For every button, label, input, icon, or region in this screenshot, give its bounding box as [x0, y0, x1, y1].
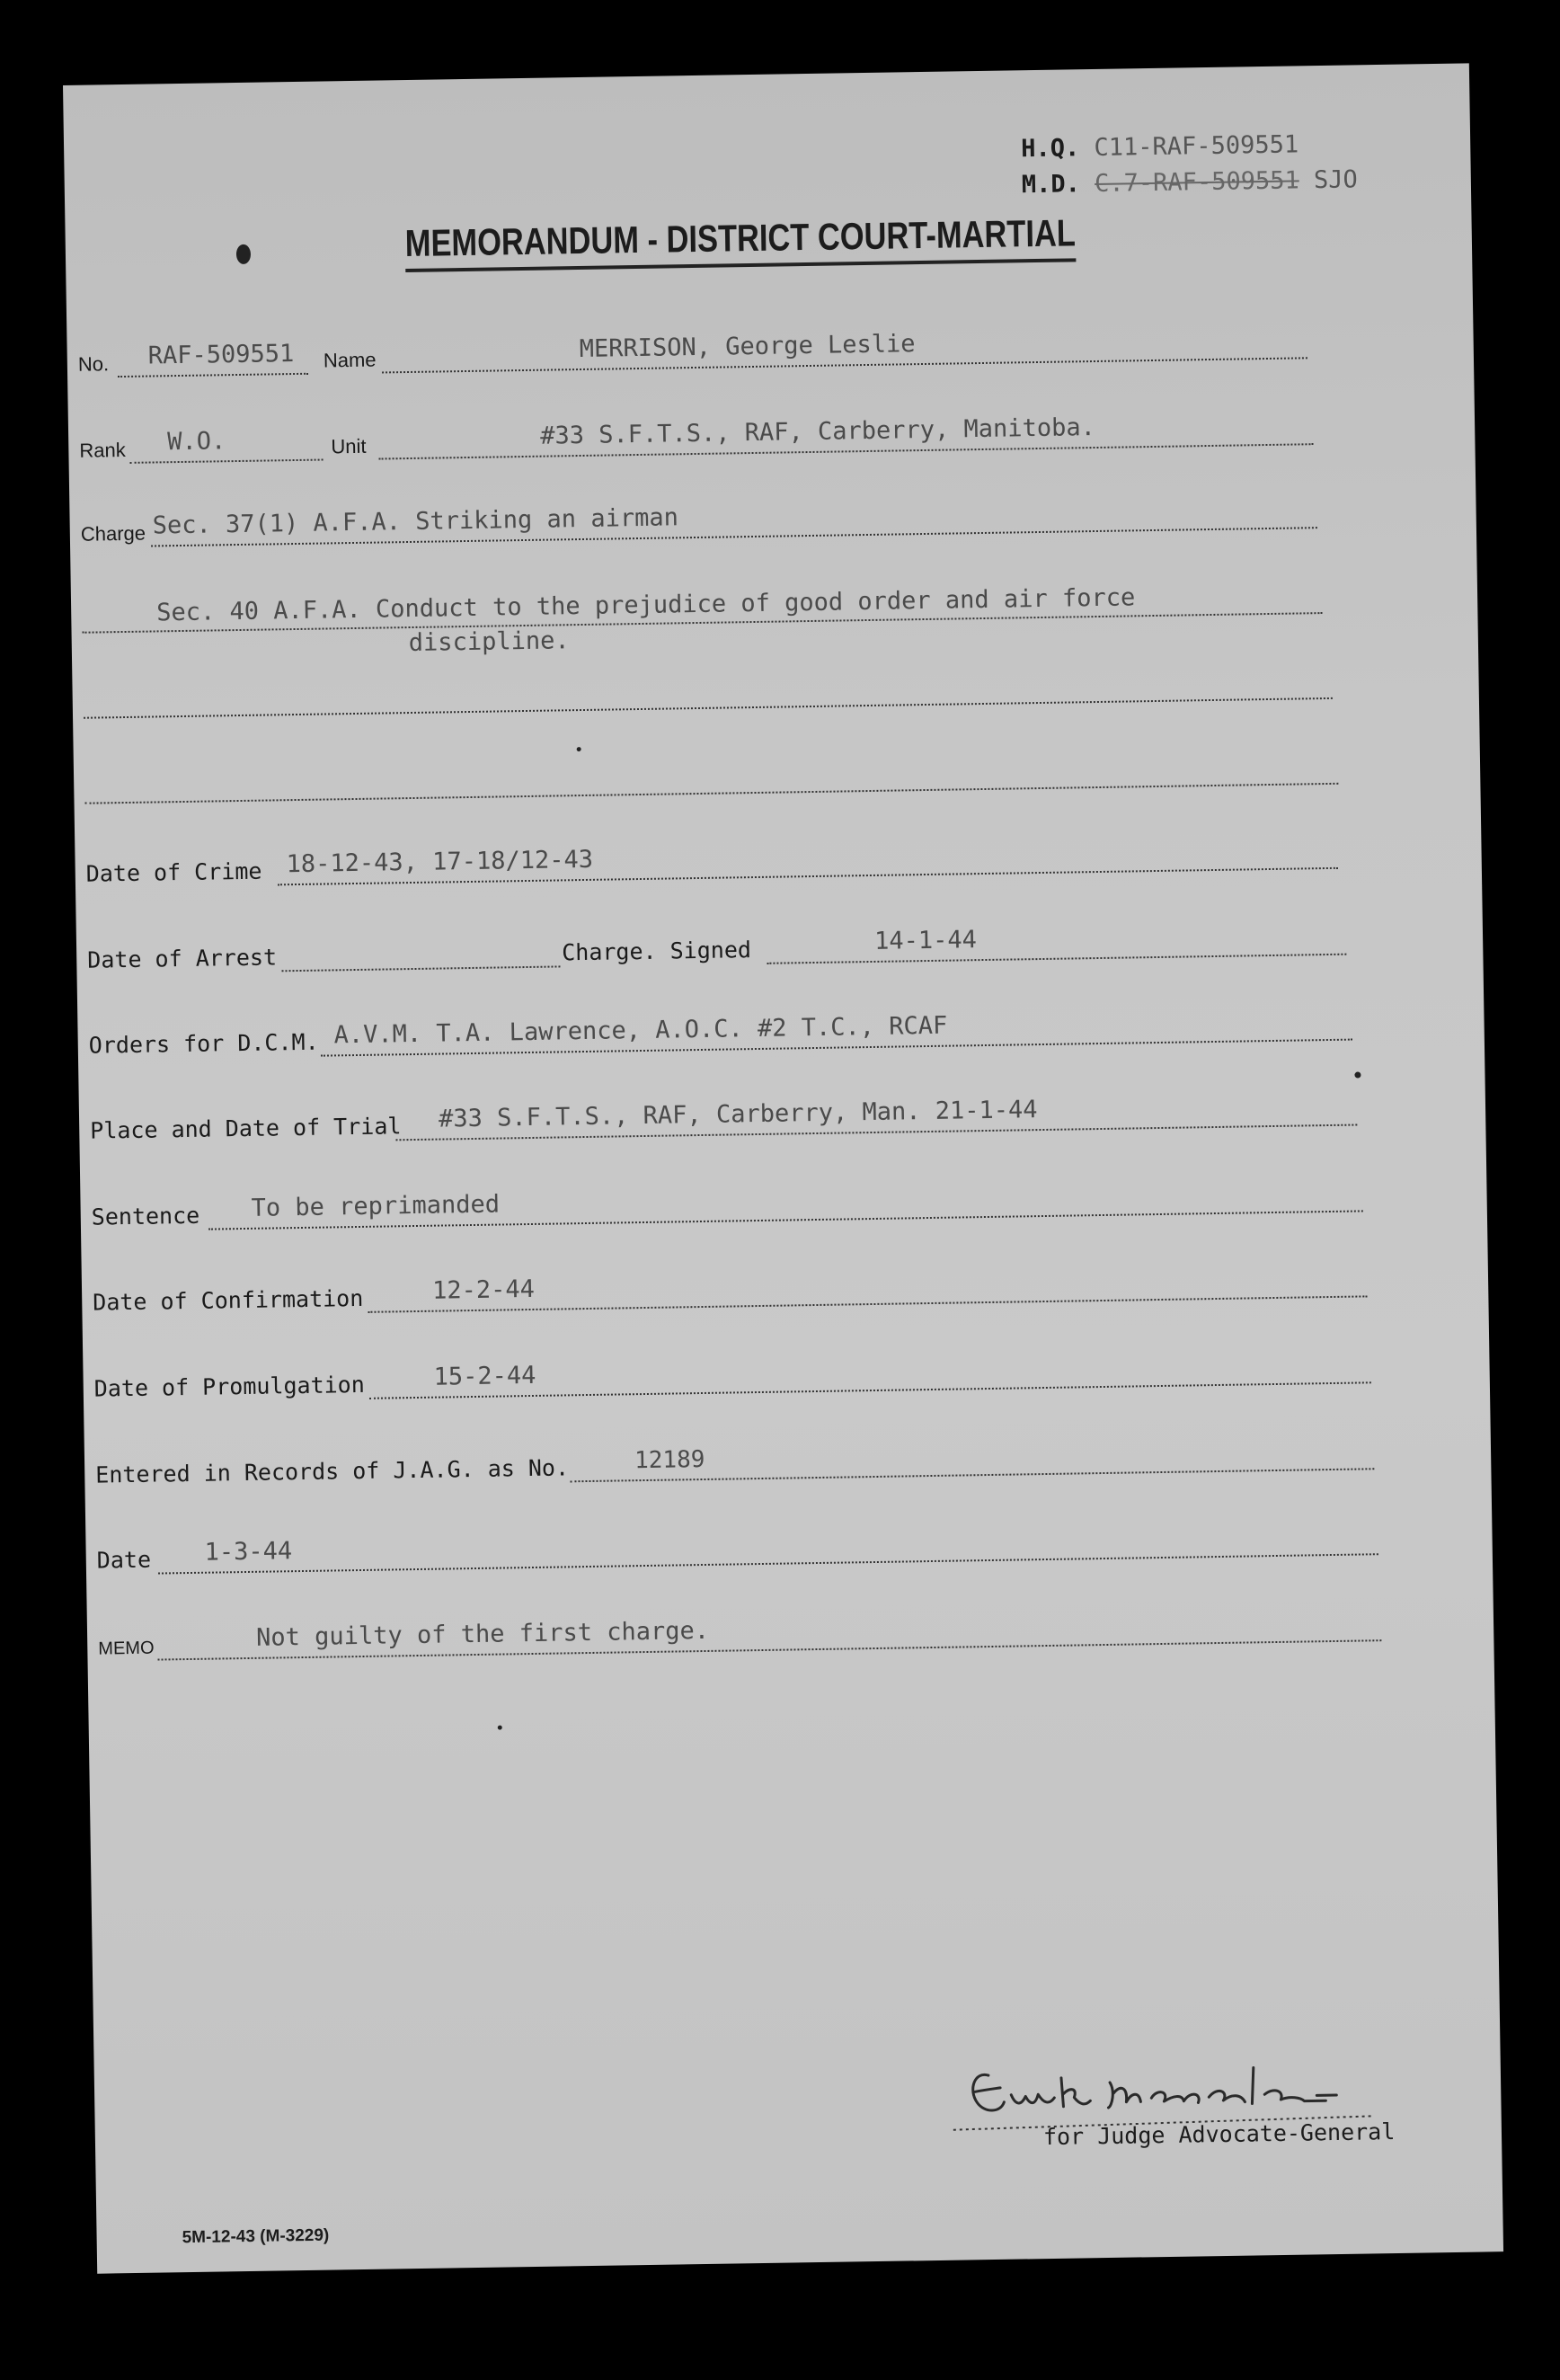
row-confirmation [83, 1274, 1489, 1318]
date-label: Date [96, 1546, 152, 1574]
md-prefix: M.D. [1021, 170, 1081, 200]
blank-dots-2 [85, 783, 1339, 804]
jag-label: Entered in Records of J.A.G. as No. [95, 1454, 570, 1488]
row-number-name [67, 330, 1474, 378]
file-references [1021, 126, 1358, 203]
rank-value: W.O. [167, 427, 226, 457]
row-date-of-crime [75, 845, 1482, 889]
hq-prefix: H.Q. [1020, 134, 1080, 164]
promulgation-label: Date of Promulgation [93, 1371, 366, 1402]
md-reference [1022, 162, 1359, 203]
no-line [118, 373, 308, 377]
hq-reference [1021, 126, 1358, 167]
date-value: 1-3-44 [204, 1537, 293, 1567]
date-line [158, 1553, 1378, 1574]
ink-mark [236, 244, 251, 264]
charge-2b-value: discipline. [408, 626, 570, 658]
row-promulgation [84, 1361, 1490, 1404]
row-date [86, 1537, 1493, 1576]
sentence-value: To be reprimanded [251, 1190, 501, 1222]
signature-caption: for Judge Advocate-General [1042, 2118, 1396, 2151]
memo-label: MEMO [98, 1638, 155, 1659]
orders-label: Orders for D.C.M. [88, 1028, 319, 1059]
confirmation-value: 12-2-44 [431, 1274, 536, 1305]
row-orders [78, 1011, 1485, 1061]
blank-dots-1 [84, 697, 1333, 719]
charge-2-value: Sec. 40 A.F.A. Conduct to the prejudice of good order and air force [155, 583, 1136, 627]
trial-label: Place and Date of Trial [90, 1113, 402, 1144]
form-number: 5M-12-43 (M-3229) [182, 2225, 330, 2248]
no-label: No. [77, 352, 110, 376]
orders-value: A.V.M. T.A. Lawrence, A.O.C. #2 T.C., RCAF [333, 1011, 948, 1050]
charge-signed-label: Charge. Signed [561, 937, 752, 966]
row-rank-unit [69, 413, 1476, 465]
memo-value: Not guilty of the first charge. [255, 1616, 710, 1652]
no-value: RAF-509551 [147, 339, 295, 370]
charge-label: Charge [80, 521, 146, 546]
row-charge-1 [70, 503, 1476, 548]
unit-label: Unit [331, 434, 367, 458]
trial-value: #33 S.F.T.S., RAF, Carberry, Man. 21-1-44 [438, 1096, 1038, 1133]
row-trial [80, 1096, 1486, 1146]
date-of-arrest-label: Date of Arrest [87, 944, 278, 973]
unit-line [379, 443, 1314, 459]
date-of-arrest-line [281, 965, 560, 972]
document-title: MEMORANDUM - DISTRICT COURT-MARTIAL [404, 211, 1076, 272]
charge-signed-value: 14-1-44 [873, 926, 978, 955]
name-label: Name [323, 348, 377, 372]
charge-signed-line [767, 954, 1346, 964]
row-charge-2 [72, 583, 1478, 658]
unit-value: #33 S.F.T.S., RAF, Carberry, Manitoba. [539, 413, 1096, 450]
ink-dot-3 [498, 1726, 502, 1730]
row-sentence [81, 1190, 1487, 1232]
ink-dot [1354, 1071, 1361, 1078]
row-memo [88, 1616, 1494, 1662]
row-arrest-signed [77, 926, 1484, 975]
date-of-crime-value: 18-12-43, 17-18/12-43 [286, 845, 594, 879]
blank-line-2 [75, 782, 1481, 804]
date-of-crime-label: Date of Crime [85, 857, 262, 887]
rank-label: Rank [79, 438, 126, 462]
name-line [382, 357, 1307, 373]
charge-1-value: Sec. 37(1) A.F.A. Striking an airman [152, 503, 679, 540]
rank-line [130, 459, 324, 464]
hq-value: C11-RAF-509551 [1094, 130, 1299, 162]
promulgation-value: 15-2-44 [433, 1361, 536, 1391]
court-martial-memorandum [63, 63, 1503, 2273]
jag-value: 12189 [634, 1445, 705, 1475]
name-value: MERRISON, George Leslie [579, 330, 916, 364]
confirmation-label: Date of Confirmation [93, 1284, 364, 1316]
md-value: C.7-RAF-509551 [1094, 166, 1299, 198]
ink-dot-2 [577, 747, 581, 751]
blank-line-1 [73, 697, 1479, 719]
sentence-label: Sentence [91, 1202, 200, 1230]
md-suffix: SJO [1313, 165, 1358, 195]
row-jag [85, 1445, 1492, 1490]
